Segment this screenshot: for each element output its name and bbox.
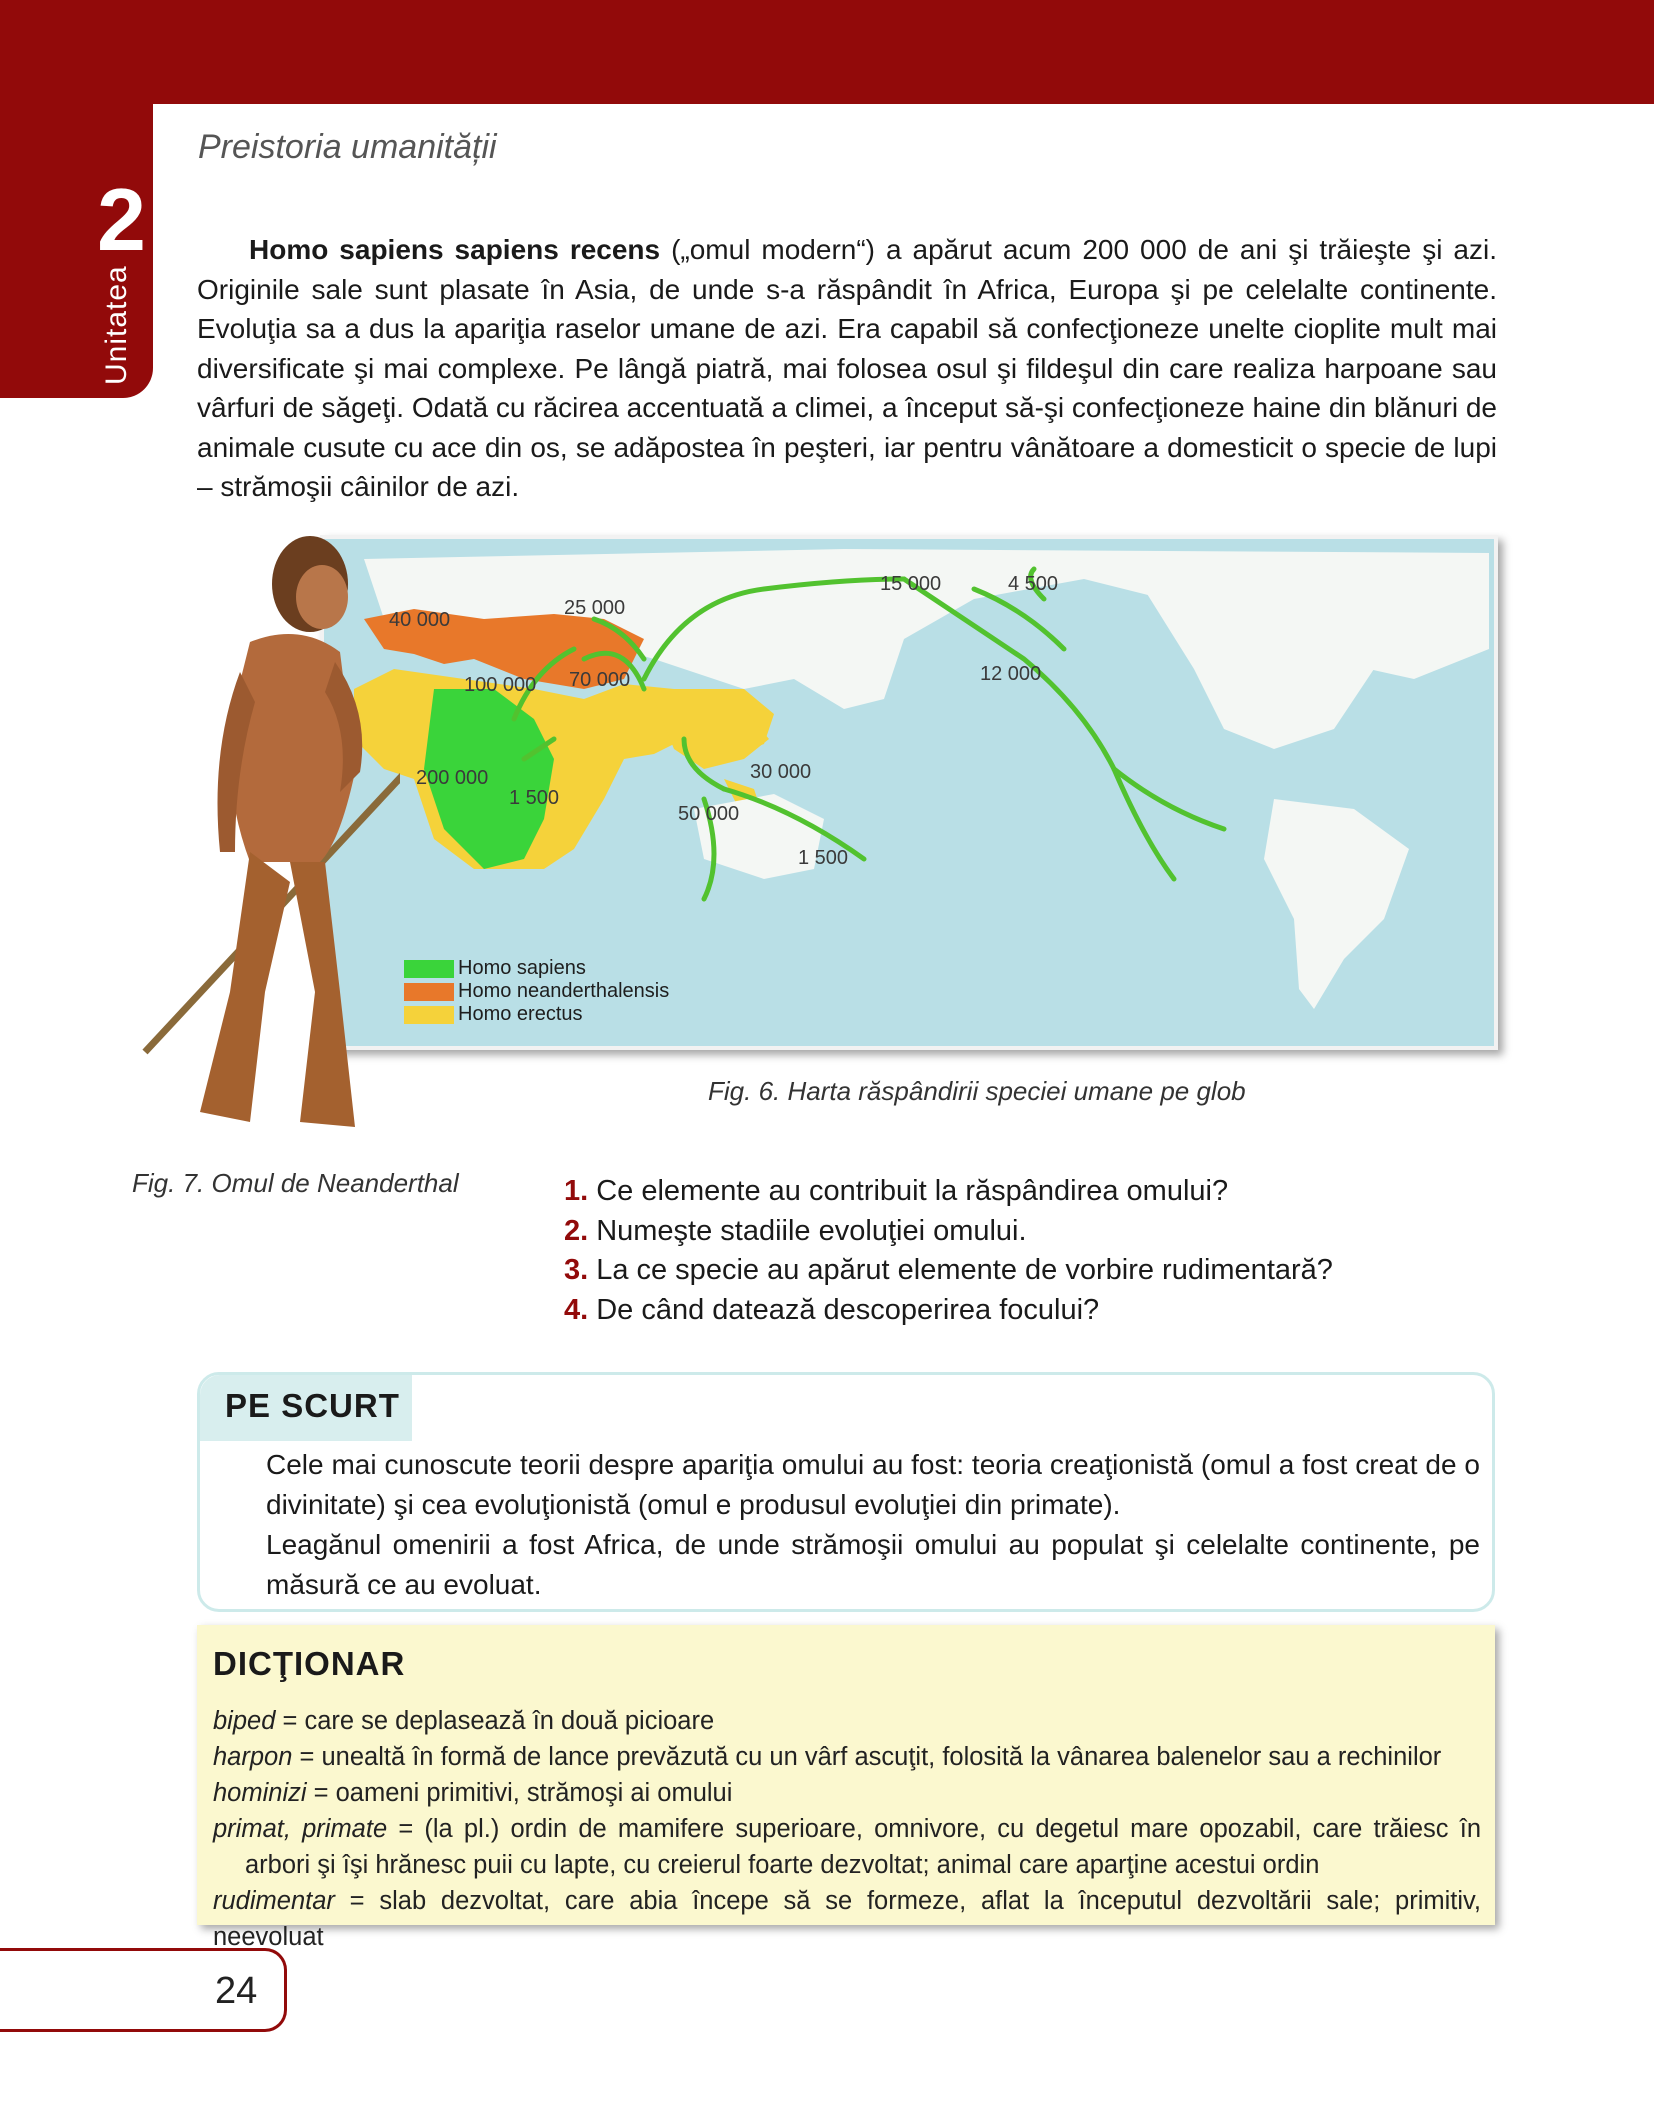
legend-label: Homo neanderthalensis	[458, 980, 670, 1002]
intro-text: („omul modern“) a apărut acum 200 000 de ani şi trăieşte şi azi. Originile sale sunt plasate în Asia, de unde s-a răspândit în Africa, Europa şi pe celelalte continente. Evoluţia sa a dus la apariţia raselor umane de azi. Era capabil să confecţioneze unelte cioplite mult mai diversificate şi mai complexe. Pe lângă piatră, mai folosea osul şi fildeşul din care realiza harpoane sau vârfuri de săgeţi. Odată cu răcirea accentuată a climei, a început să-şi confecţioneze haine din blănuri de animale cusute cu ace din os, se adăpostea în peşteri, iar pentru vânătoare a domesticit o specie de lupi – strămoşii câinilor de azi.	[197, 234, 1497, 502]
arrow-south-america	[1114, 769, 1174, 879]
question-item	[564, 1291, 1333, 1331]
question-item	[564, 1251, 1333, 1291]
dictionary-entry	[213, 1811, 1481, 1883]
map-label-4500: 4 500	[1008, 573, 1059, 595]
dictionary-definition: = oameni primitivi, strămoşi ai omului	[306, 1779, 733, 1807]
dictionary-term: primat, primate	[213, 1815, 388, 1843]
neanderthal-illustration	[140, 522, 400, 1152]
dictionary-definition: = (la pl.) ordin de mamifere superioare, omnivore, cu degetul mare opozabil, care trăiesc în arbori şi îşi hrănesc puii cu lapte, cu creierul foarte dezvoltat; animal care aparţine acestui ordin	[245, 1815, 1481, 1879]
dictionary-definition: = slab dezvoltat, care abia începe să se formeze, aflat la începutul dezvoltării sale; primitiv, neevoluat	[213, 1887, 1481, 1951]
page-number: 24	[215, 1970, 258, 2012]
question-number: 3.	[564, 1254, 589, 1286]
dictionary-definition: = unealtă în formă de lance prevăzută cu un vârf ascuţit, folosită la vânarea balenelor sau a rechinilor	[292, 1743, 1442, 1771]
header-band	[150, 0, 1654, 104]
map-label-70000: 70 000	[569, 669, 631, 691]
map-label-30000: 30 000	[750, 761, 812, 783]
map-label-100000: 100 000	[464, 674, 537, 696]
dictionary-term: biped	[213, 1707, 276, 1735]
question-text: De când datează descoperirea focului?	[596, 1293, 1100, 1326]
dictionary-entry	[213, 1883, 1481, 1955]
arrow-12000	[1114, 769, 1224, 829]
question-number: 2.	[564, 1214, 589, 1247]
legend-swatch-neanderthalensis	[404, 983, 454, 1001]
arrow-15000	[974, 589, 1064, 649]
unit-tab	[0, 0, 153, 398]
legend-item	[404, 1003, 669, 1026]
fig6-caption: Fig. 6. Harta răspândirii speciei umane pe glob	[708, 1076, 1246, 1106]
map-label-40000: 40 000	[389, 609, 451, 631]
dictionary-term: rudimentar	[213, 1887, 335, 1915]
map-label-200000: 200 000	[416, 767, 489, 789]
face-shape	[296, 565, 348, 629]
neanderthal-graphic	[140, 522, 400, 1152]
world-migration-map	[320, 535, 1498, 1050]
question-number: 4.	[564, 1293, 589, 1326]
question-text: Numeşte stadiile evoluţiei omului.	[596, 1214, 1027, 1247]
dictionary-entry	[213, 1703, 1481, 1739]
dictionary-entry	[213, 1775, 1481, 1811]
question-text: La ce specie au apărut elemente de vorbire rudimentară?	[596, 1254, 1333, 1286]
unit-number: 2	[97, 170, 146, 269]
dictionary-term: hominizi	[213, 1779, 307, 1807]
dictionary-body	[213, 1703, 1481, 1955]
south-america-shape	[1264, 799, 1409, 1009]
map-label-1500-south: 1 500	[798, 847, 849, 869]
leg-left-shape	[200, 852, 290, 1122]
map-label-15000: 15 000	[880, 573, 942, 595]
legend-swatch-erectus	[404, 1006, 454, 1024]
summary-title: PE SCURT	[200, 1375, 412, 1441]
question-number: 1.	[564, 1175, 589, 1207]
question-item	[564, 1172, 1333, 1212]
legend-label: Homo sapiens	[458, 957, 586, 979]
dictionary-definition: = care se deplasează în două picioare	[275, 1707, 715, 1735]
questions-list	[564, 1172, 1333, 1330]
summary-paragraph: Cele mai cunoscute teorii despre apariţia omului au fost: teoria creaţionistă (omul a fost creat de o divinitate) şi cea evoluţionistă (omul e produsul evoluţiei din primate).	[266, 1449, 1480, 1520]
chapter-title: Preistoria umanității	[198, 128, 497, 166]
map-label-50000: 50 000	[678, 803, 740, 825]
map-legend	[404, 957, 669, 1026]
fig7-caption: Fig. 7. Omul de Neanderthal	[132, 1168, 459, 1198]
intro-lead: Homo sapiens sapiens recens	[249, 234, 661, 265]
question-text: Ce elemente au contribuit la răspândirea omului?	[596, 1175, 1229, 1207]
question-item	[564, 1212, 1333, 1252]
map-label-12000: 12 000	[980, 663, 1042, 685]
legend-item	[404, 980, 669, 1003]
unit-label: Unitatea	[100, 265, 133, 385]
legend-label: Homo erectus	[458, 1003, 583, 1025]
map-label-25000: 25 000	[564, 597, 626, 619]
summary-body	[214, 1445, 1480, 1605]
summary-paragraph: Leagănul omenirii a fost Africa, de unde strămoşii omului au populat şi celelalte continente, pe măsură ce au evoluat.	[266, 1529, 1480, 1600]
summary-box	[197, 1372, 1495, 1612]
legend-swatch-sapiens	[404, 960, 454, 978]
dictionary-entry	[213, 1739, 1481, 1775]
leg-right-shape	[290, 862, 355, 1127]
map-label-1500-africa: 1 500	[509, 787, 560, 809]
dictionary-title: DICŢIONAR	[213, 1645, 406, 1682]
legend-item	[404, 957, 669, 980]
intro-paragraph	[197, 230, 1497, 507]
dictionary-box	[197, 1625, 1495, 1951]
dictionary-term: harpon	[213, 1743, 293, 1771]
